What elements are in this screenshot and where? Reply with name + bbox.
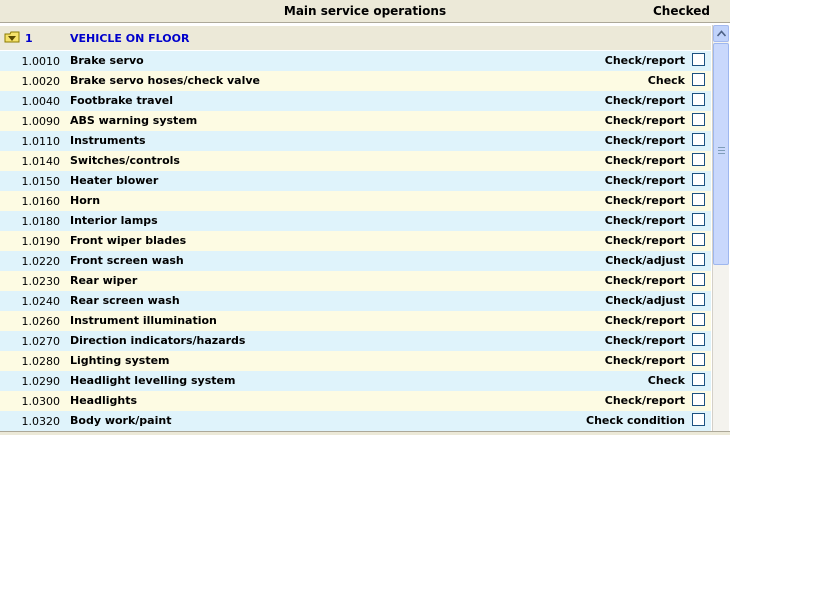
operation-code: 1.0220 (21, 255, 60, 268)
operation-description: ABS warning system (70, 114, 198, 127)
checked-checkbox[interactable] (692, 333, 705, 346)
table-row[interactable] (0, 131, 711, 151)
group-title: VEHICLE ON FLOOR (70, 32, 190, 45)
operation-code: 1.0280 (21, 355, 60, 368)
operation-action: Check/report (604, 274, 685, 287)
header-title: Main service operations (283, 4, 447, 18)
operation-code: 1.0300 (21, 395, 60, 408)
operation-action: Check/report (604, 334, 685, 347)
operation-action: Check/report (604, 54, 685, 67)
operation-action: Check (647, 374, 685, 387)
table-row[interactable] (0, 351, 711, 371)
operation-code: 1.0260 (21, 315, 60, 328)
operation-code: 1.0090 (21, 115, 60, 128)
folder-expand-icon[interactable] (4, 30, 20, 46)
table-row[interactable] (0, 111, 711, 131)
group-row[interactable] (0, 25, 711, 50)
operation-code: 1.0150 (21, 175, 60, 188)
operation-action: Check/adjust (605, 254, 685, 267)
operation-description: Headlight levelling system (70, 374, 236, 387)
table-row[interactable] (0, 391, 711, 411)
operation-code: 1.0020 (21, 75, 60, 88)
table-row[interactable] (0, 51, 711, 71)
operation-description: Front wiper blades (70, 234, 187, 247)
operation-action: Check/report (604, 174, 685, 187)
operation-description: Interior lamps (70, 214, 158, 227)
table-row[interactable] (0, 211, 711, 231)
table-row[interactable] (0, 271, 711, 291)
table-row[interactable] (0, 191, 711, 211)
table-row[interactable] (0, 171, 711, 191)
operation-code: 1.0270 (21, 335, 60, 348)
operation-description: Rear wiper (70, 274, 138, 287)
checked-checkbox[interactable] (692, 193, 705, 206)
operation-description: Heater blower (70, 174, 159, 187)
operation-code: 1.0190 (21, 235, 60, 248)
operation-description: Brake servo hoses/check valve (70, 74, 260, 87)
table-row[interactable] (0, 331, 711, 351)
operation-description: Headlights (70, 394, 138, 407)
checked-checkbox[interactable] (692, 313, 705, 326)
checked-checkbox[interactable] (692, 113, 705, 126)
checked-checkbox[interactable] (692, 293, 705, 306)
table-row[interactable] (0, 251, 711, 271)
checked-checkbox[interactable] (692, 273, 705, 286)
operation-description: Instruments (70, 134, 146, 147)
checked-checkbox[interactable] (692, 393, 705, 406)
vertical-scrollbar[interactable] (712, 25, 729, 432)
scroll-thumb[interactable] (713, 43, 729, 265)
operation-description: Direction indicators/hazards (70, 334, 246, 347)
operation-action: Check/report (604, 154, 685, 167)
group-number: 1 (25, 32, 33, 45)
checked-checkbox[interactable] (692, 353, 705, 366)
operation-code: 1.0290 (21, 375, 60, 388)
operation-action: Check/adjust (605, 294, 685, 307)
operation-code: 1.0110 (21, 135, 60, 148)
operation-description: Lighting system (70, 354, 170, 367)
operation-action: Check/report (604, 194, 685, 207)
checked-checkbox[interactable] (692, 153, 705, 166)
operation-description: Body work/paint (70, 414, 172, 427)
chevron-up-icon (717, 30, 726, 37)
operation-code: 1.0010 (21, 55, 60, 68)
operation-code: 1.0140 (21, 155, 60, 168)
operation-code: 1.0160 (21, 195, 60, 208)
table-row[interactable] (0, 231, 711, 251)
operation-code: 1.0180 (21, 215, 60, 228)
checked-checkbox[interactable] (692, 373, 705, 386)
operation-action: Check/report (604, 134, 685, 147)
checked-checkbox[interactable] (692, 233, 705, 246)
operation-action: Check/report (604, 94, 685, 107)
grip-icon (718, 147, 725, 155)
operation-description: Brake servo (70, 54, 144, 67)
table-row[interactable] (0, 291, 711, 311)
operation-description: Front screen wash (70, 254, 184, 267)
checked-checkbox[interactable] (692, 213, 705, 226)
panel-bottom-edge (0, 431, 730, 435)
operation-code: 1.0230 (21, 275, 60, 288)
header-checked-column[interactable]: Checked (653, 4, 710, 18)
table-row[interactable] (0, 371, 711, 391)
table-row[interactable] (0, 411, 711, 431)
operation-action: Check/report (604, 114, 685, 127)
checked-checkbox[interactable] (692, 413, 705, 426)
table-row[interactable] (0, 91, 711, 111)
scroll-up-button[interactable] (713, 25, 729, 42)
operation-code: 1.0240 (21, 295, 60, 308)
operation-code: 1.0320 (21, 415, 60, 428)
operation-description: Switches/controls (70, 154, 180, 167)
operation-action: Check/report (604, 234, 685, 247)
operation-action: Check/report (604, 214, 685, 227)
operations-list (0, 51, 711, 431)
checked-checkbox[interactable] (692, 93, 705, 106)
table-row[interactable] (0, 311, 711, 331)
checked-checkbox[interactable] (692, 133, 705, 146)
operation-action: Check condition (586, 414, 685, 427)
operation-code: 1.0040 (21, 95, 60, 108)
column-header (0, 0, 730, 23)
checked-checkbox[interactable] (692, 73, 705, 86)
checked-checkbox[interactable] (692, 253, 705, 266)
operation-action: Check/report (604, 354, 685, 367)
checked-checkbox[interactable] (692, 173, 705, 186)
operation-description: Instrument illumination (70, 314, 217, 327)
operation-action: Check (647, 74, 685, 87)
operation-description: Rear screen wash (70, 294, 180, 307)
table-row[interactable] (0, 151, 711, 171)
checked-checkbox[interactable] (692, 53, 705, 66)
operation-action: Check/report (604, 394, 685, 407)
operation-action: Check/report (604, 314, 685, 327)
table-row[interactable] (0, 71, 711, 91)
operation-description: Horn (70, 194, 101, 207)
operation-description: Footbrake travel (70, 94, 173, 107)
